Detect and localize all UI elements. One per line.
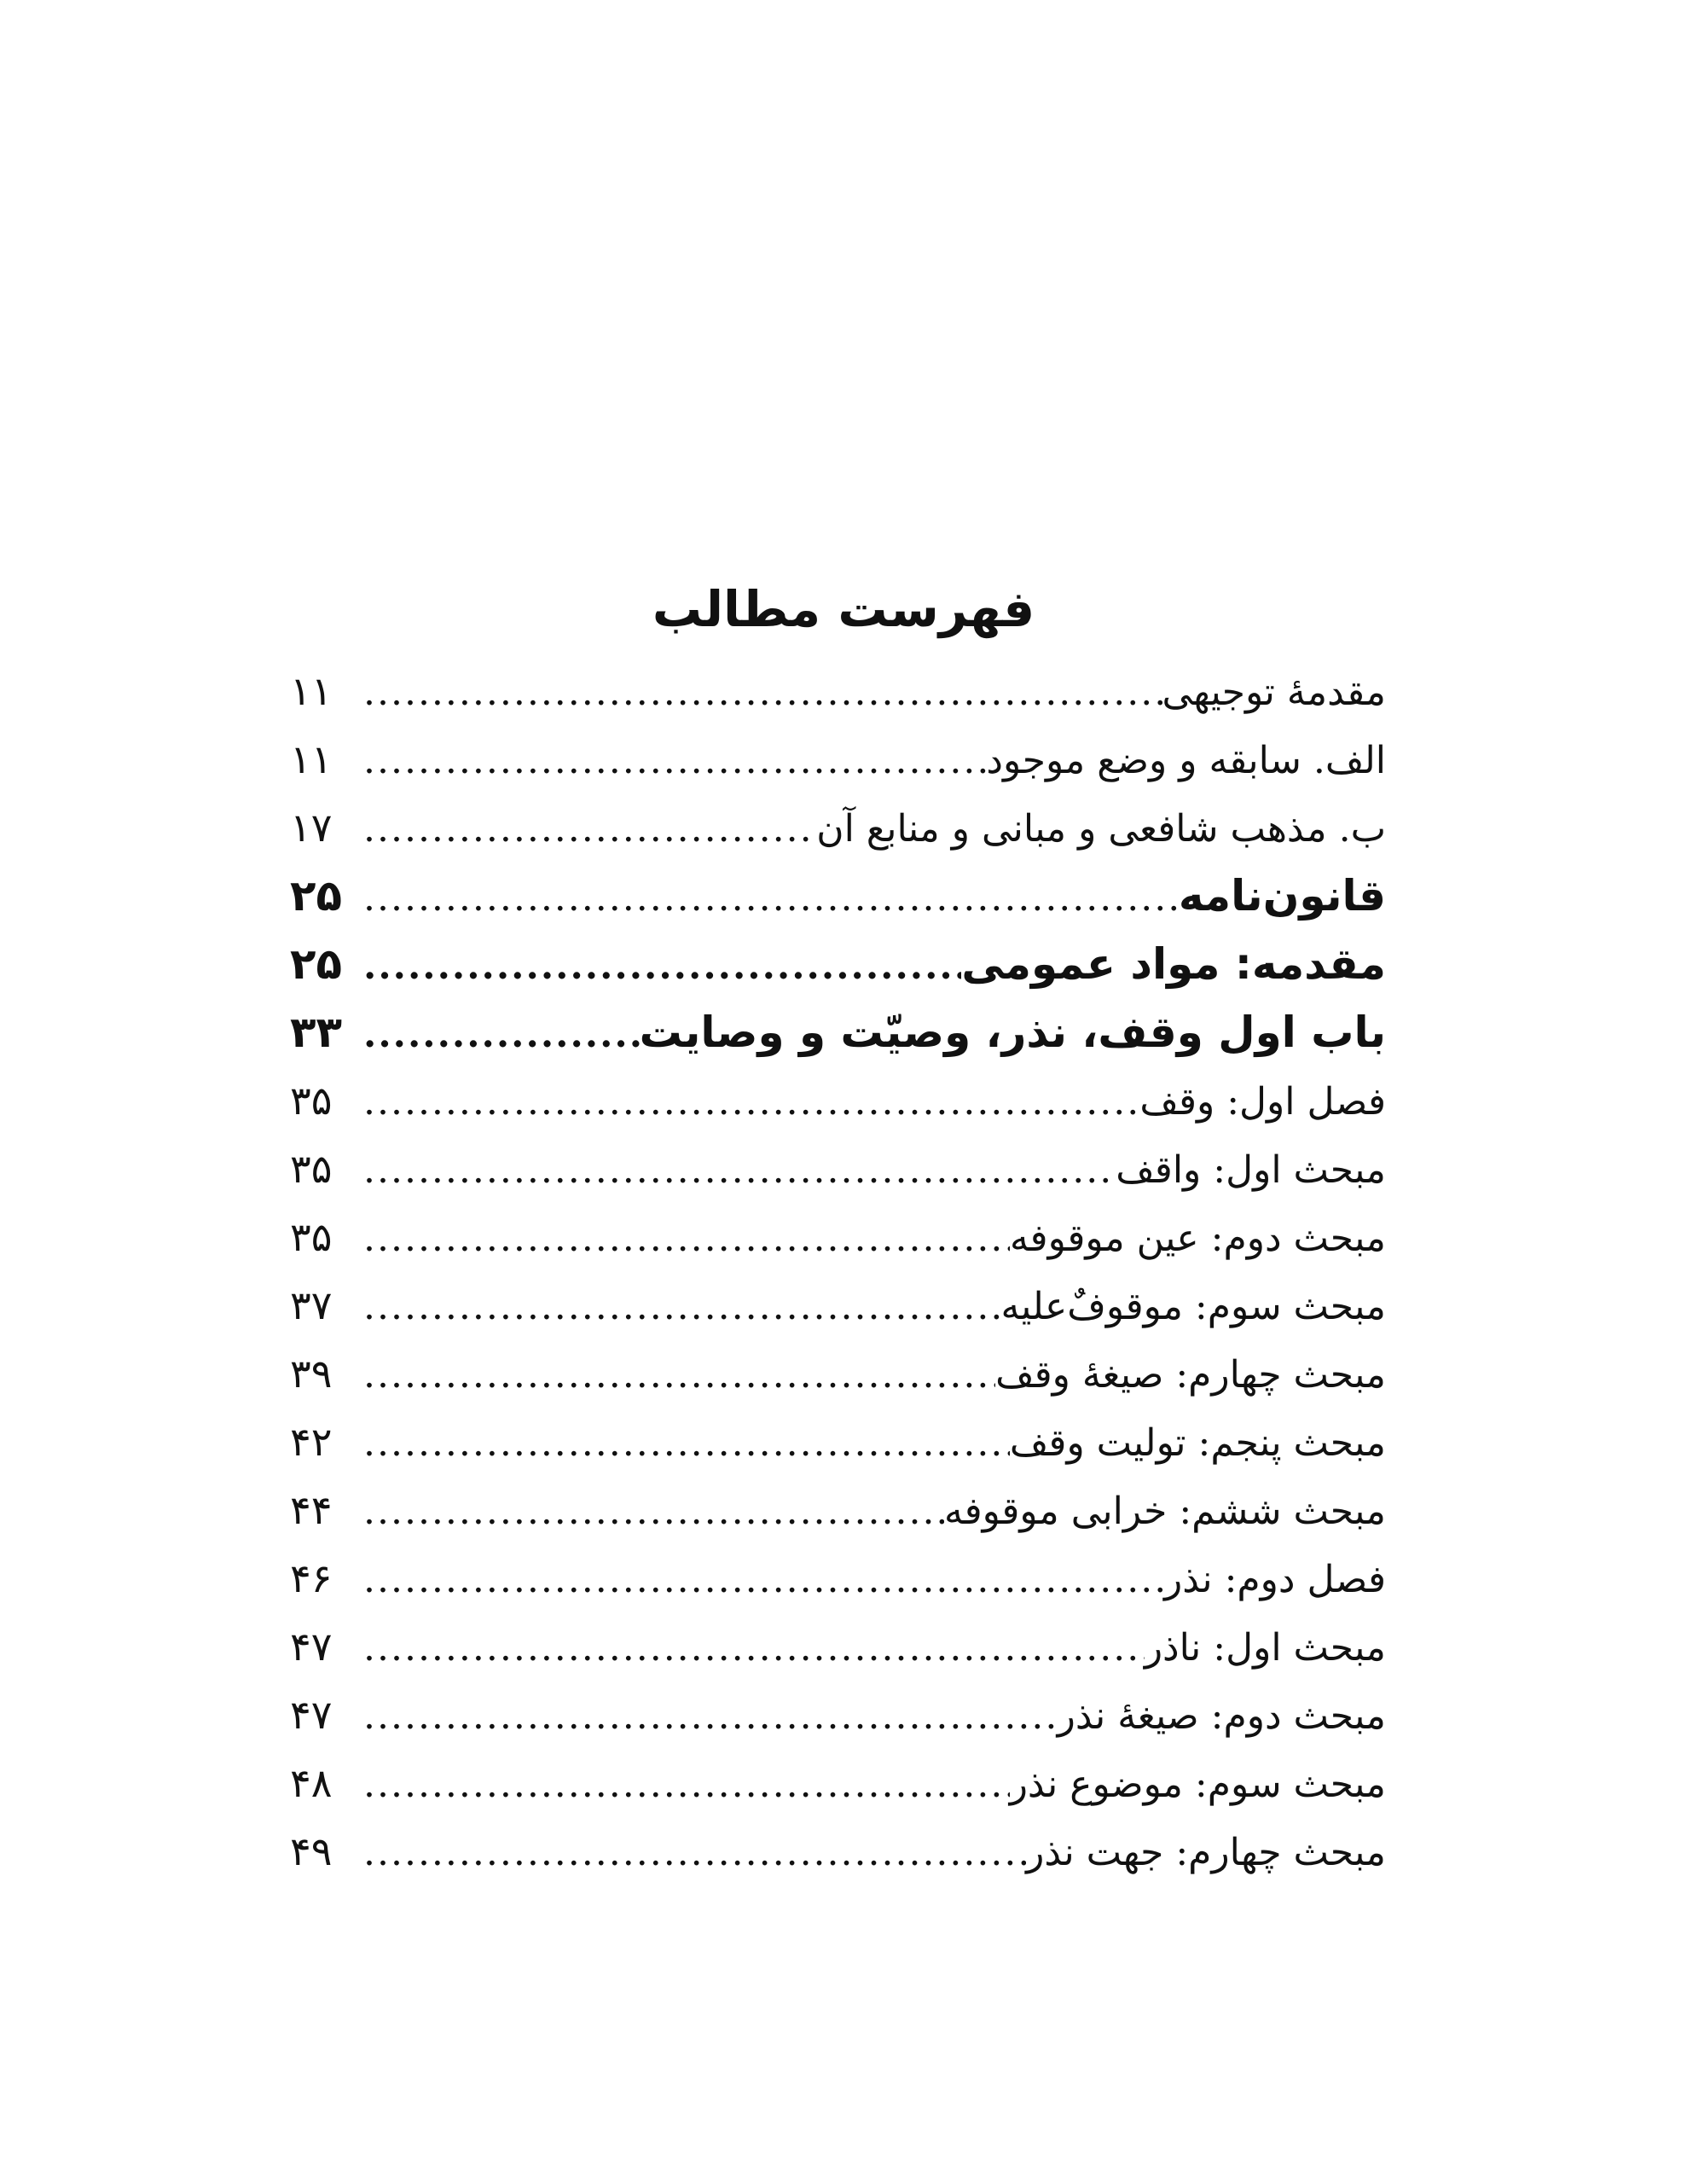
toc-entry-title: مبحث سوم: موضوع نذر	[1009, 1763, 1386, 1806]
toc-entry-title: الف. سابقه و وضع موجود	[986, 739, 1386, 782]
dot-leader	[358, 1682, 1058, 1749]
toc-entry-page: ۱۱	[290, 668, 333, 714]
dot-leader	[358, 1409, 1010, 1476]
toc-entry	[290, 1681, 1386, 1749]
toc-entry	[290, 725, 1386, 793]
toc-entry-title: مبحث دوم: صیغهٔ نذر	[1057, 1694, 1386, 1738]
toc-entry	[290, 1476, 1386, 1544]
dot-leader	[358, 1001, 640, 1066]
toc-entry	[290, 1817, 1386, 1885]
toc-entry-page: ۴۴	[290, 1487, 333, 1533]
toc-entry-title: فصل اول: وقف	[1139, 1080, 1386, 1124]
toc-entry	[290, 1749, 1386, 1817]
toc-entry-page: ۱۱	[290, 736, 333, 782]
toc-entry-title: مبحث ششم: خرابی موقوفه	[944, 1490, 1386, 1533]
table-of-contents	[290, 657, 1386, 1885]
toc-entry	[290, 930, 1386, 998]
toc-entry	[290, 1612, 1386, 1681]
toc-entry	[290, 1066, 1386, 1135]
toc-entry-page: ۳۳	[290, 1008, 343, 1057]
dot-leader	[358, 932, 961, 998]
toc-entry	[290, 1203, 1386, 1271]
dot-leader	[358, 1819, 1026, 1885]
toc-entry-page: ۲۵	[290, 939, 343, 989]
dot-leader	[358, 1068, 1139, 1135]
toc-entry-title: مبحث اول: ناذر	[1144, 1626, 1386, 1670]
toc-entry	[290, 657, 1386, 725]
toc-entry	[290, 1408, 1386, 1476]
toc-entry	[290, 998, 1386, 1066]
toc-entry	[290, 1135, 1386, 1203]
toc-entry-page: ۳۹	[290, 1350, 333, 1397]
dot-leader	[358, 1751, 1010, 1817]
toc-entry-title: باب اول وقف، نذر، وصیّت و وصایت	[639, 1008, 1386, 1057]
toc-entry	[290, 793, 1386, 862]
toc-entry-title: مبحث سوم: موقوفٌ‌علیه	[1000, 1285, 1386, 1328]
toc-entry-page: ۴۲	[290, 1419, 333, 1465]
toc-entry-page: ۴۷	[290, 1692, 333, 1738]
dot-leader	[358, 1546, 1164, 1612]
dot-leader	[358, 864, 1179, 930]
dot-leader	[358, 1478, 944, 1544]
toc-entry-page: ۴۶	[290, 1555, 333, 1601]
toc-entry-title: فصل دوم: نذر	[1164, 1558, 1386, 1601]
toc-entry	[290, 862, 1386, 930]
dot-leader	[358, 659, 1162, 725]
toc-entry-title: مقدمهٔ توجیهی	[1162, 671, 1386, 714]
toc-entry-page: ۳۵	[290, 1146, 333, 1192]
toc-entry-title: مبحث دوم: عین موقوفه	[1009, 1217, 1386, 1260]
dot-leader	[358, 1341, 995, 1408]
toc-entry-title: مبحث اول: واقف	[1116, 1148, 1386, 1192]
toc-entry-title: مبحث چهارم: جهت نذر	[1026, 1831, 1386, 1874]
toc-entry-page: ۴۷	[290, 1623, 333, 1670]
page-title: فهرست مطالب	[652, 579, 1035, 638]
dot-leader	[358, 1205, 1010, 1271]
dot-leader	[358, 727, 986, 793]
toc-entry-page: ۴۸	[290, 1760, 333, 1806]
dot-leader	[358, 795, 816, 862]
toc-entry-title: ب. مذهب شافعی و مبانی و منابع آن	[816, 807, 1386, 851]
toc-entry	[290, 1271, 1386, 1339]
dot-leader	[358, 1136, 1116, 1203]
toc-entry-page: ۲۵	[290, 871, 343, 921]
toc-entry-title: قانون‌نامه	[1178, 871, 1386, 921]
dot-leader	[358, 1273, 1001, 1339]
toc-entry-title: مبحث چهارم: صیغهٔ وقف	[995, 1353, 1386, 1397]
dot-leader	[358, 1614, 1145, 1681]
toc-entry-title: مقدمه: مواد عمومی	[961, 939, 1386, 989]
toc-entry-page: ۱۷	[290, 804, 333, 851]
toc-entry-page: ۴۹	[290, 1828, 333, 1874]
toc-entry	[290, 1544, 1386, 1612]
toc-entry-page: ۳۷	[290, 1282, 333, 1328]
toc-entry-title: مبحث پنجم: تولیت وقف	[1009, 1421, 1386, 1465]
toc-entry-page: ۳۵	[290, 1214, 333, 1260]
toc-entry	[290, 1339, 1386, 1408]
toc-entry-page: ۳۵	[290, 1077, 333, 1124]
